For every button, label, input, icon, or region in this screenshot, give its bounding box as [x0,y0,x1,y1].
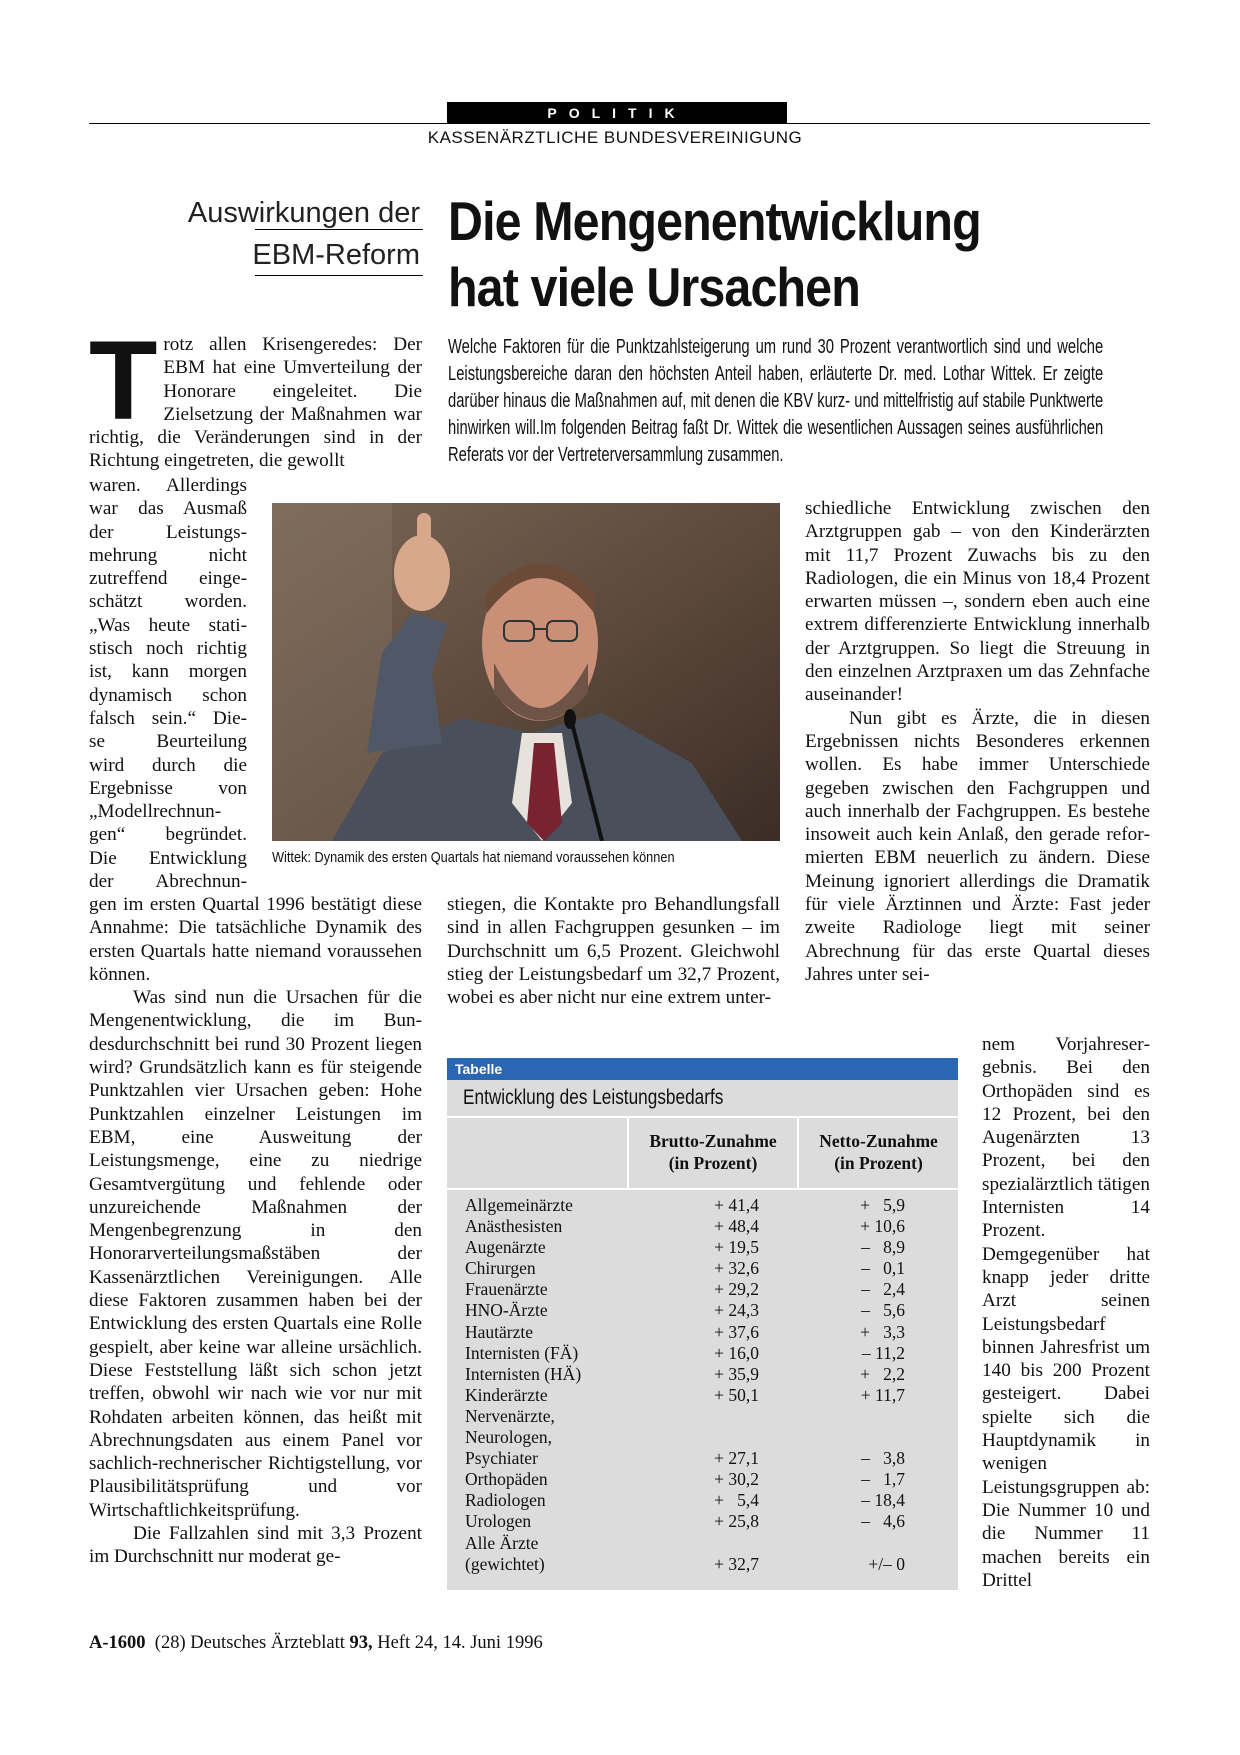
kicker-line-1: Auswirkungen der [187,197,420,229]
table-cell-brutto: + 37,6 [714,1321,759,1342]
headline-line-1: Die Mengenentwicklung [448,190,981,252]
kicker-rule-bottom [255,275,423,276]
column-1-narrow-line: „Was heute stati- [89,614,247,636]
table-cell-brutto: + 30,2 [714,1469,759,1490]
headline-line-2: hat viele Ursachen [448,256,860,318]
table-cell-group: Frauenärzte [465,1279,548,1300]
table-row [465,1427,945,1448]
table-cell-netto: + 2,2 [860,1363,905,1384]
column-1-narrow-line: mehrung nicht [89,544,247,566]
table-cell-brutto: + 35,9 [714,1363,759,1384]
table-cell-netto: – 11,2 [861,1342,905,1363]
table-cell-brutto [635,1406,759,1427]
page-number: A-1600 [89,1633,146,1653]
table-cell-netto: – 2,4 [861,1279,905,1300]
table-body [465,1195,945,1575]
table-cell-group: Nervenärzte, [465,1405,555,1426]
table-cell-netto: + 3,3 [860,1321,905,1342]
table-row [465,1216,945,1237]
table-row [465,1279,945,1300]
column-3-para-2: Nun gibt es Ärzte, die in diesen Ergebnissen nichts Besonderes erkennen wollen. Es habe immer Unterschiede gegeben zwischen den Fachgruppen und auch innerhalb der Fachgruppen. Es bestehe insoweit auch kein Anlaß, den gerade reformierten EBM neuerlich zu ändern. Diese Meinung ignoriert allerdings die Dramatik für viele Ärztinnen und Ärzte: Fast jeder zweite Radiologe liegt mit seiner Abrechnung für das erste Quartal dieses Jahres unter sei- [805,707,1150,985]
column-1-narrow-line: der Abrechnun- [89,871,247,893]
table-cell-netto: + 10,6 [860,1216,905,1237]
table-cell-netto: – 4,6 [861,1511,905,1532]
table-cell-netto [759,1427,905,1448]
table-cell-brutto: + 32,7 [714,1553,759,1574]
section-label: POLITIK [447,102,787,124]
table-cell-brutto: + 50,1 [714,1384,759,1405]
table-cell-group: Radiologen [465,1490,546,1511]
table-row [465,1511,945,1532]
kicker-line-2: EBM-Reform [252,239,420,271]
table-row [465,1237,945,1258]
table-cell-brutto: + 25,8 [714,1511,759,1532]
table-cell-brutto: + 16,0 [714,1342,759,1363]
table-row [465,1322,945,1343]
table-label: Tabelle [447,1058,958,1080]
table-cell-netto: – 5,6 [861,1300,905,1321]
table-cell-netto: – 8,9 [861,1237,905,1258]
table-cell-brutto: + 27,1 [714,1448,759,1469]
speaker-photo [272,503,780,841]
table-row [465,1300,945,1321]
table-row [465,1554,945,1575]
column-3-narrow [982,1033,1150,1592]
table-cell-netto: – 0,1 [861,1258,905,1279]
lead-paragraph: Welche Faktoren für die Punktzahlsteigerung um rund 30 Prozent verantwortlich sind und welche Leistungsbereiche daran den höchsten Anteil haben, erläuterte Dr. med. Lothar Wittek. Er zeigte darüber hinaus die Maßnahmen auf, mit denen die KBV kurz- und mittelfristig auf stabile Punktwerte hinwirken will.Im folgenden Beitrag faßt Dr. Wittek die wesentlichen Aussagen seines ausführlichen Referats vor der Vertreterversammlung zusammen. [448,335,1104,466]
table-cell-group: Augenärzte [465,1237,546,1258]
data-table [447,1058,958,1590]
column-2 [447,893,780,1009]
column-3-top [805,497,1150,986]
headline [448,188,1117,320]
column-1-narrow-line: stisch noch richtig [89,638,247,660]
table-col-brutto-header: Brutto-Zunahme (in Prozent) [649,1131,777,1173]
column-3-narrow-text: nem Vorjahresergebnis. Bei den Orthopäden sind es 12 Prozent, bei den Augenärzten 13 Prozent, bei den spezialärztlich tätigen Internisten 14 Prozent. Demgegenüber hat knapp jeder dritte Arzt seinen Leistungsbedarf binnen Jahresfrist um 140 bis 200 Prozent gesteigert. Dabei spielte sich die Hauptdynamik in wenigen Leistungsgruppen ab: Die Nummer 10 und die Nummer 11 machen bereits ein Drittel [982,1034,1150,1591]
footer-issue: Heft 24, 14. Juni 1996 [377,1633,543,1653]
column-1-narrow-line: falsch sein.“ Die- [89,707,247,729]
column-1-narrow-line: wird durch die [89,754,247,776]
speaker-photo-image [272,503,780,841]
column-2-text: stiegen, die Kontakte pro Behandlungsfall sind in allen Fachgruppen gesunken – im Durchschnitt um 6,5 Prozent. Gleichwohl stieg der Leistungsbedarf um 32,7 Prozent, wobei es aber nicht nur eine extrem unter- [447,894,780,1009]
column-1-narrow-line: war das Ausmaß [89,498,247,520]
table-cell-netto [759,1533,905,1554]
table-cell-group: Internisten (FÄ) [465,1342,579,1363]
column-1-top [89,318,422,473]
table-cell-group: Orthopäden [465,1469,548,1490]
table-row [465,1364,945,1385]
table-cell-brutto [635,1427,759,1448]
table-cell-group: Psychiater [465,1448,538,1469]
column-1-narrow-line: se Beurteilung [89,731,247,753]
table-row [465,1533,945,1554]
column-1-para-1: gen im ersten Quartal 1996 bestätigt diese Annahme: Die tatsächliche Dynamik des ersten Quartals hatte niemand voraussehen können. [89,894,422,985]
table-cell-group: Anästhesisten [465,1216,563,1237]
column-3-para-1: schiedliche Entwicklung zwischen den Arztgruppen gab – von den Kinderärzten mit 11,7 Prozent Zuwachs bis zu den Radiologen, die ein Minus von 18,4 Prozent erwarten müssen –, sondern eben auch eine extrem differenzierte Entwicklung innerhalb der Arztgruppen. So liegt die Streuung in den einzelnen Arztpraxen um das Zehnfache auseinander! [805,498,1150,706]
table-row [465,1448,945,1469]
table-cell-netto [759,1406,905,1427]
table-row [465,1195,945,1216]
column-1-narrow-line: dynamisch schon [89,684,247,706]
column-1-narrow-line: der Leistungs- [89,521,247,543]
table-cell-brutto: + 29,2 [714,1279,759,1300]
column-1-narrow-line: zutreffend einge- [89,568,247,590]
table-cell-brutto: + 32,6 [714,1258,759,1279]
table-cell-brutto: + 41,4 [714,1195,759,1215]
table-cell-netto: + 5,9 [860,1195,905,1215]
table-cell-netto: + 11,7 [860,1384,905,1405]
table-cell-group: Internisten (HÄ) [465,1363,582,1384]
footer-publication: (28) Deutsches Ärzteblatt [154,1633,345,1653]
page-footer [89,1633,543,1654]
table-cell-brutto: + 48,4 [714,1216,759,1237]
table-row [465,1258,945,1279]
column-1-narrow [89,474,247,893]
footer-volume: 93, [349,1633,373,1653]
kicker [120,192,420,276]
drop-cap: T [89,318,158,443]
column-1-para-2: Was sind nun die Ursachen für die Mengenentwicklung, die im Bundesdurchschnitt bei rund 30 Prozent liegen wird? Grundsätzlich kann es für steigende Punktzahlen vier Ursachen geben: Hohe Punktzahlen einzelner Leistungen im EBM, eine Ausweitung der Leistungsmenge, eine zu niedrige Gesamtvergütung und fehlende oder unzureichende Maßnahmen der Mengenbegrenzung in den Honorarverteilungsmaßstäben der Kassenärztlichen Vereinigungen. Alle diese Faktoren zusammen haben bei der Entwicklung des ersten Quartals eine Rolle gespielt, aber keine war alleine ursächlich. Diese Feststellung läßt sich schon jetzt treffen, obwohl wir nach wie vor nur mit Rohdaten arbeiten können, das heißt mit Abrechnungsdaten aus einem Panel vor sachlich-rechnerischer Richtigstellung, vor Plausibilitätsprüfung und vor Wirtschaftlichkeitsprüfung. [89,987,422,1521]
table-cell-brutto [635,1533,759,1554]
table-cell-group: Alle Ärzte [465,1532,539,1553]
table-cell-netto: – 1,7 [861,1469,905,1490]
table-cell-group: (gewichtet) [465,1553,545,1574]
table-cell-brutto: + 24,3 [714,1300,759,1321]
column-1-para-3: Die Fallzahlen sind mit 3,3 Prozent im Durchschnitt nur moderat ge- [89,1523,422,1568]
table-cell-netto: – 18,4 [861,1490,905,1511]
column-1-intro-text: rotz allen Krisengeredes: Der EBM hat eine Umverteilung der Honorare eingeleitet. Die Zielsetzung der Maßnahmen war richtig, die Veränderungen sind in der Richtung eingetreten, die gewollt [89,334,422,472]
table-cell-group: HNO-Ärzte [465,1300,548,1321]
subsection-label: KASSENÄRZTLICHE BUNDESVEREINIGUNG [427,128,803,147]
table-cell-group: Hautärzte [465,1321,534,1342]
table-row [465,1490,945,1511]
table-cell-brutto: + 19,5 [714,1237,759,1258]
table-title: Entwicklung des Leistungsbedarfs [447,1080,958,1118]
table-row [465,1406,945,1427]
table-row [465,1385,945,1406]
table-row [465,1343,945,1364]
column-1-narrow-line: Die Entwicklung [89,847,247,869]
column-1-narrow-line: waren. Allerdings [89,475,247,496]
table-cell-group: Neurologen, [465,1427,552,1448]
column-1-narrow-line: schätzt worden. [89,591,247,613]
table-cell-group: Urologen [465,1511,532,1532]
column-1-narrow-line: „Modellrechnun- [89,801,222,823]
table-row [465,1469,945,1490]
table-cell-netto: – 3,8 [861,1448,905,1469]
table-cell-netto: +/– 0 [868,1553,905,1574]
column-1-bottom [89,893,422,1569]
kicker-rule-top [255,229,423,230]
column-1-narrow-line: Ergebnisse von [89,777,247,799]
column-1-narrow-line: ist, kann morgen [89,661,247,683]
table-col-netto-header: Netto-Zunahme (in Prozent) [819,1131,938,1173]
photo-caption: Wittek: Dynamik des ersten Quartals hat niemand voraussehen können [272,849,675,866]
table-cell-group: Kinderärzte [465,1384,548,1405]
table-cell-brutto: + 5,4 [714,1490,759,1511]
column-1-narrow-line: gen“ begründet. [89,824,247,846]
table-cell-group: Chirurgen [465,1258,536,1279]
table-cell-group: Allgemeinärzte [465,1195,573,1215]
table-header-rule [447,1188,958,1190]
